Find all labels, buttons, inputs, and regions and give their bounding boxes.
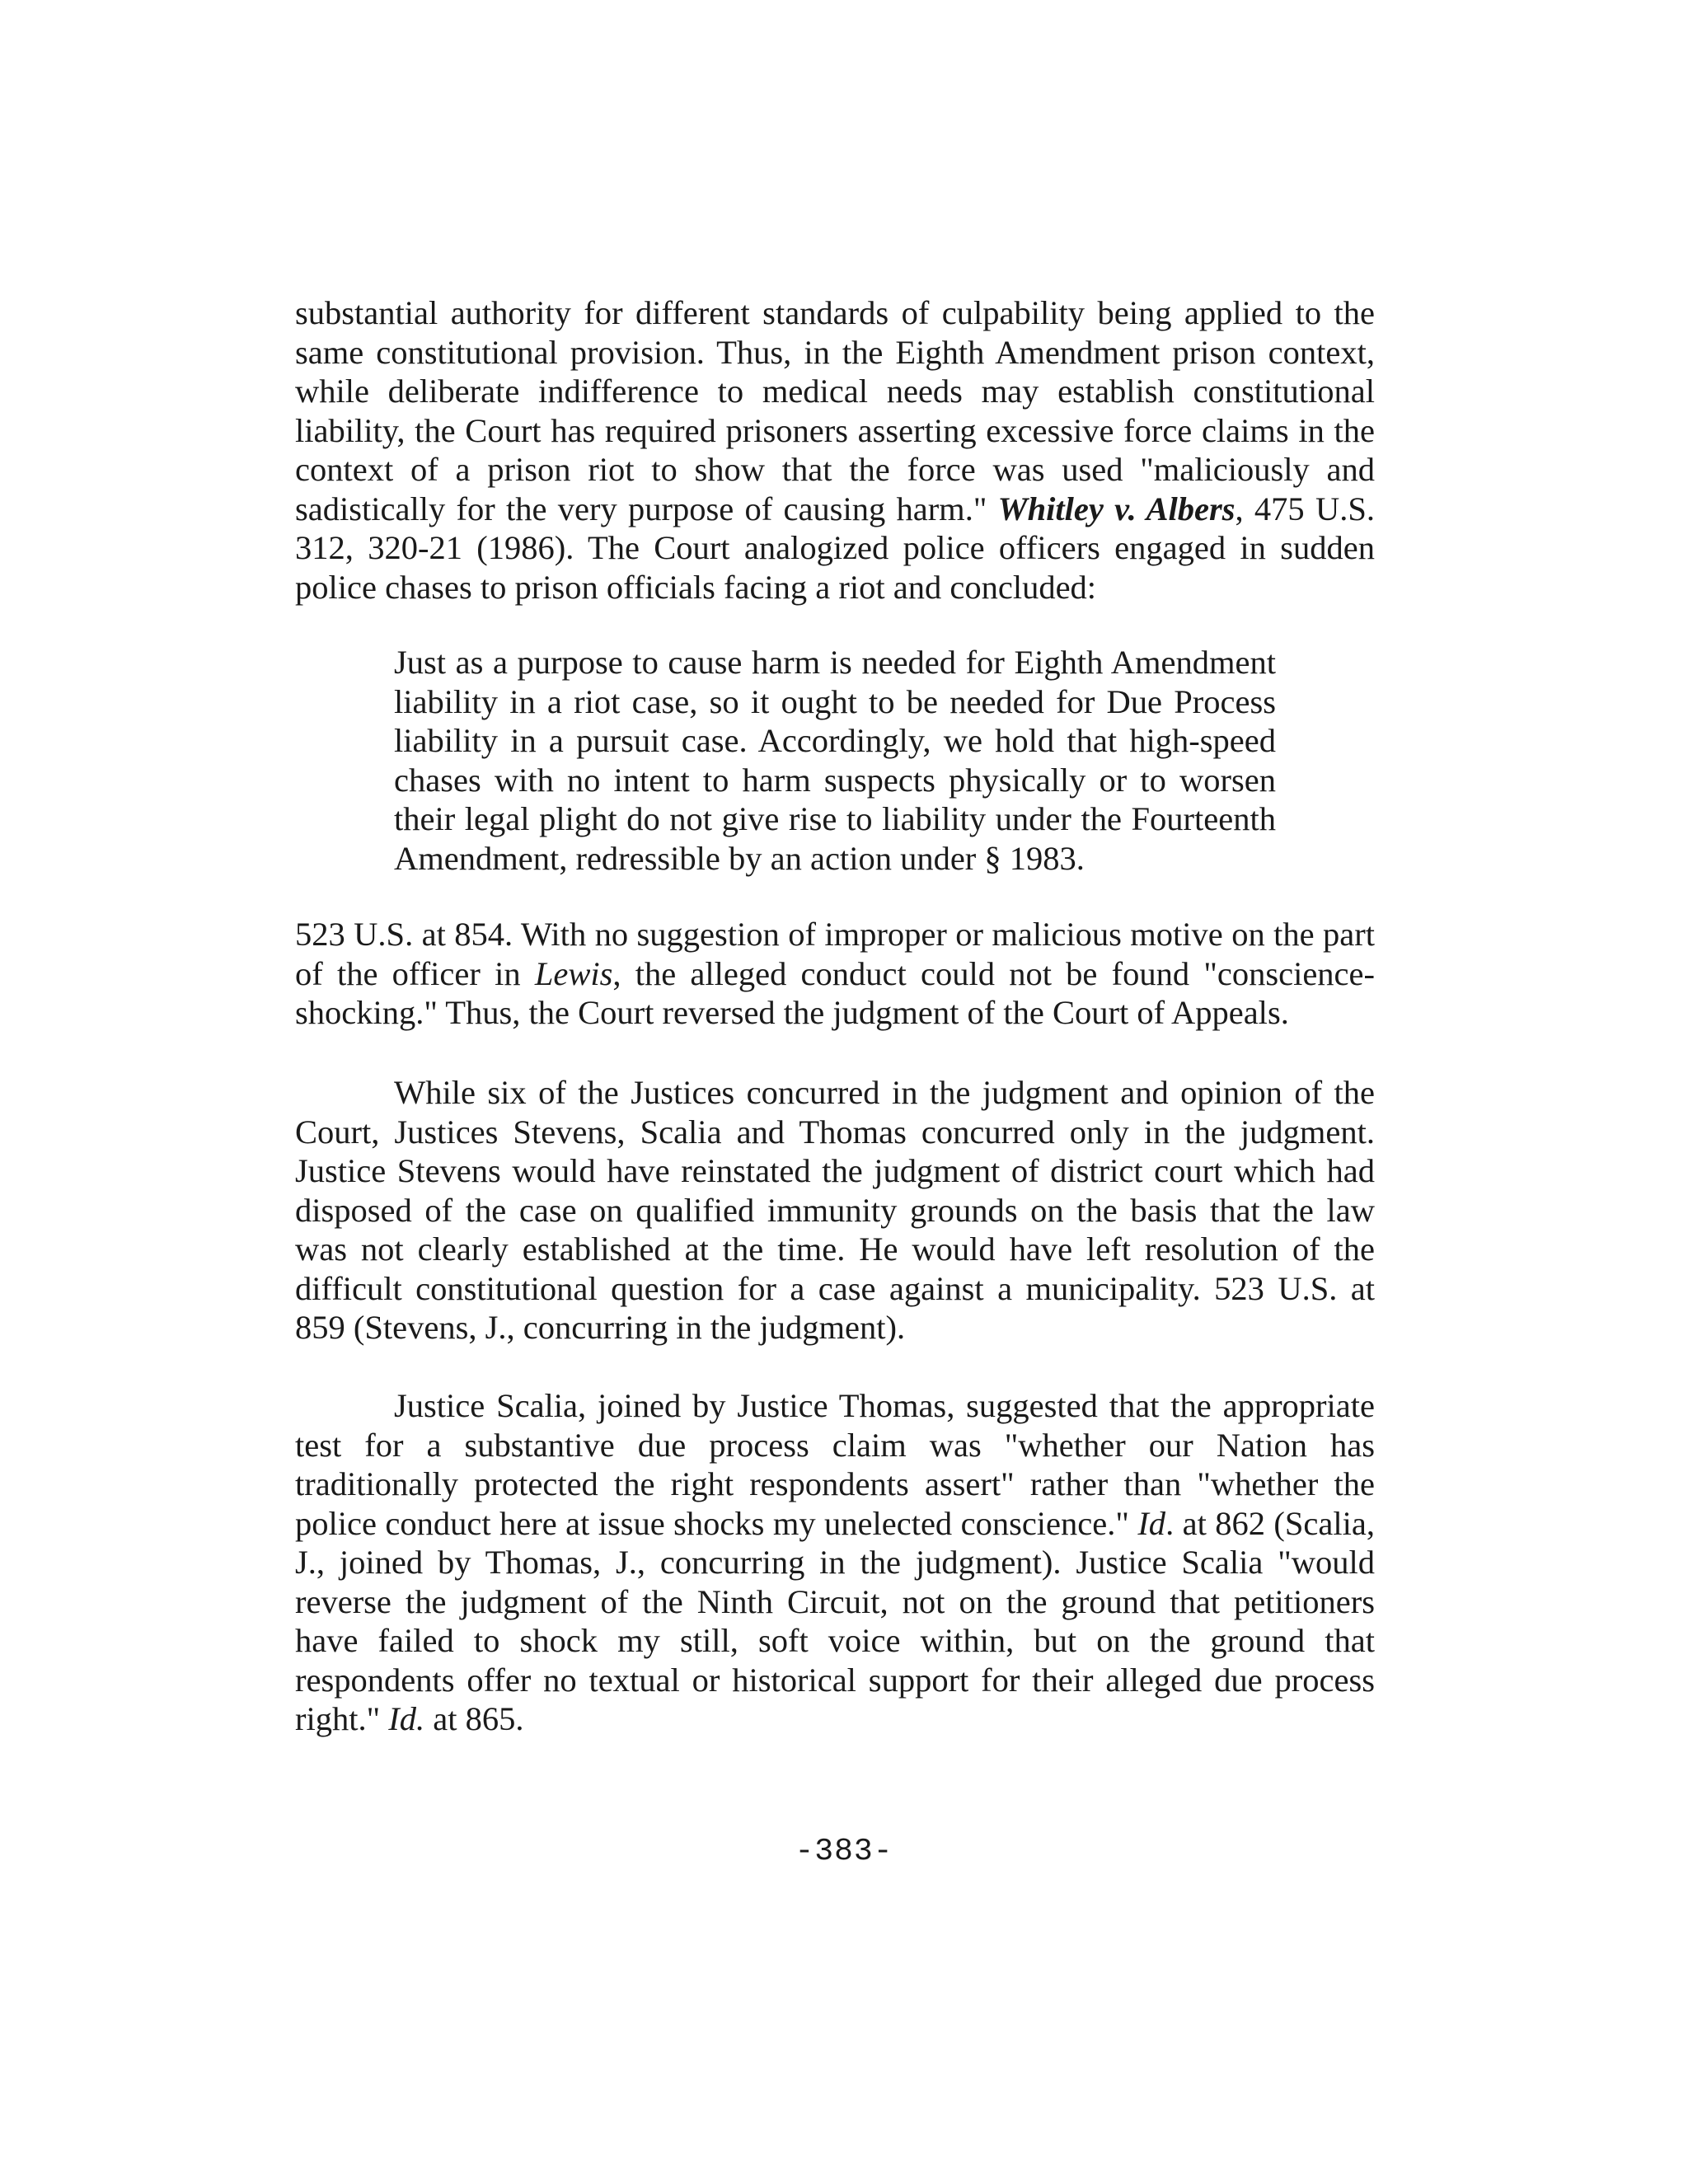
paragraph-text: , the alleged conduct could not be found "conscience-shocking." Thus, the Court reversed the judgment of the Court of Appeals. xyxy=(295,954,1375,1031)
paragraph-lewis-holding xyxy=(295,915,1375,1033)
paragraph-scalia-concurrence xyxy=(295,1386,1375,1739)
paragraph-whitley xyxy=(295,293,1375,607)
id-citation: Id. xyxy=(388,1700,425,1737)
case-citation-whitley: Whitley v. Albers xyxy=(997,490,1236,527)
case-citation-lewis: Lewis xyxy=(534,954,613,992)
block-quote-lewis: Just as a purpose to cause harm is needed for Eighth Amendment liability in a riot case, so it ought to be needed for Due Process liability in a pursuit case. Accordingly, we hold that high-speed chases with no intent to harm suspects physically or to worsen their legal plight do not give rise to liability under the Fourteenth Amendment, redressible by an action under § 1983. xyxy=(394,644,1276,877)
paragraph-text: Justice Scalia, joined by Justice Thomas, suggested that the appropriate test for a substantive due process claim was "whether our Nation has traditionally protected the right respondents assert" rather than "whether the police conduct here at issue shocks my unelected conscience." xyxy=(295,1387,1375,1542)
id-citation: Id xyxy=(1137,1504,1166,1542)
paragraph-stevens-concurrence: While six of the Justices concurred in the judgment and opinion of the Court, Justices Stevens, Scalia and Thomas concurred only in the judgment. Justice Stevens would have reinstated the judgment of district court which had disposed of the case on qualified immunity grounds on the basis that the law was not clearly established at the time. He would have left resolution of the difficult constitutional question for a case against a municipality. 523 U.S. at 859 (Stevens, J., concurring in the judgment). xyxy=(295,1074,1375,1346)
paragraph-text: at 865. xyxy=(424,1700,524,1737)
paragraph-text: 523 U.S. at 854. With no suggestion of improper or malicious motive on the part of the officer in xyxy=(295,916,1375,992)
paragraph-text: substantial authority for different standards of culpability being applied to the same constitutional provision. Thus, in the Eighth Amendment prison context, while deliberate indifference to medical needs may establish constitutional liability, the Court has required prisoners asserting excessive force claims in the context of a prison riot to show that the force was used "maliciously and sadistically for the very purpose of causing harm." xyxy=(295,294,1375,527)
page-number: -383- xyxy=(795,1834,893,1869)
paragraph-text: . at 862 (Scalia, J., joined by Thomas, J., concurring in the judgment). Justice Scalia "would reverse the judgment of the Ninth Circuit, not on the ground that petitioners have failed to shock my still, soft voice within, but on the ground that respondents offer no textual or historical support for their alleged due process right." xyxy=(295,1504,1375,1737)
paragraph-text: , 475 U.S. 312, 320-21 (1986). The Court analogized police officers engaged in sudden police chases to prison officials facing a riot and concluded: xyxy=(295,490,1375,606)
